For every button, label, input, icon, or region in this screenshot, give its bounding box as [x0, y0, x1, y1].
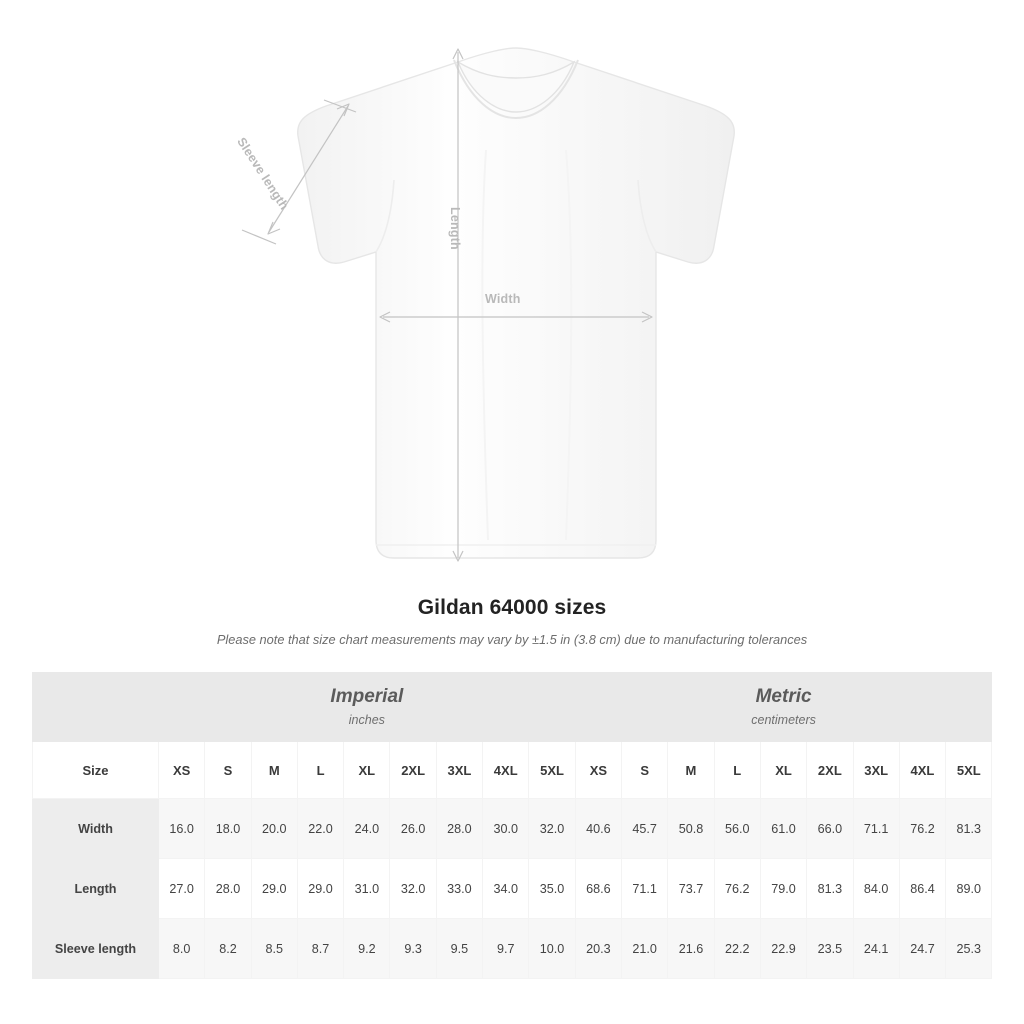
cell-width-imp-2: 20.0 [251, 799, 297, 859]
cell-width-met-5: 66.0 [807, 799, 853, 859]
cell-length-imp-6: 33.0 [436, 859, 482, 919]
cell-length-met-0: 68.6 [575, 859, 621, 919]
cell-length-imp-8: 35.0 [529, 859, 575, 919]
size-header-imp-3: L [297, 742, 343, 799]
table-row [33, 859, 992, 919]
cell-width-imp-3: 22.0 [297, 799, 343, 859]
chart-header [0, 596, 1024, 647]
cell-sleeve-imp-2: 8.5 [251, 919, 297, 979]
cell-sleeve-met-6: 24.1 [853, 919, 899, 979]
cell-width-met-3: 56.0 [714, 799, 760, 859]
cell-width-imp-6: 28.0 [436, 799, 482, 859]
unit-name-imperial: Imperial [330, 686, 404, 708]
unit-header-imperial [159, 673, 576, 742]
cell-width-met-7: 76.2 [899, 799, 945, 859]
annotation-sleeve-length: Sleeve length [234, 135, 292, 213]
cell-sleeve-imp-5: 9.3 [390, 919, 436, 979]
size-header-imp-1: S [205, 742, 251, 799]
table-row [33, 799, 992, 859]
size-header-imp-4: XL [344, 742, 390, 799]
cell-length-imp-3: 29.0 [297, 859, 343, 919]
unit-sub-metric: centimeters [751, 712, 816, 727]
page-title: Gildan 64000 sizes [417, 596, 607, 619]
unit-corner-cell [33, 673, 159, 742]
cell-width-imp-5: 26.0 [390, 799, 436, 859]
cell-sleeve-imp-7: 9.7 [483, 919, 529, 979]
cell-sleeve-met-5: 23.5 [807, 919, 853, 979]
row-label-width: Width [33, 799, 159, 859]
cell-width-imp-8: 32.0 [529, 799, 575, 859]
size-header-imp-5: 2XL [390, 742, 436, 799]
unit-name-metric: Metric [755, 686, 812, 708]
cell-length-met-1: 71.1 [622, 859, 668, 919]
cell-width-met-8: 81.3 [946, 799, 992, 859]
size-label-cell: Size [33, 742, 159, 799]
tolerance-note: Please note that size chart measurements may vary by ±1.5 in (3.8 cm) due to manufacturing tolerances [216, 632, 808, 647]
row-label-sleeve-length: Sleeve length [33, 919, 159, 979]
row-label-length: Length [33, 859, 159, 919]
cell-width-imp-1: 18.0 [205, 799, 251, 859]
cell-sleeve-imp-8: 10.0 [529, 919, 575, 979]
size-header-imp-6: 3XL [436, 742, 482, 799]
size-header-met-4: XL [760, 742, 806, 799]
size-header-met-3: L [714, 742, 760, 799]
cell-sleeve-imp-1: 8.2 [205, 919, 251, 979]
cell-length-met-4: 79.0 [760, 859, 806, 919]
cell-length-imp-7: 34.0 [483, 859, 529, 919]
annotation-width: Width [485, 292, 521, 306]
cell-width-met-1: 45.7 [622, 799, 668, 859]
cell-length-imp-5: 32.0 [390, 859, 436, 919]
size-table [32, 672, 992, 979]
unit-header-row [33, 673, 992, 742]
unit-sub-imperial: inches [348, 712, 385, 727]
annotation-length: Length [448, 207, 462, 250]
size-header-row [33, 742, 992, 799]
size-table-container [32, 672, 992, 979]
size-header-met-6: 3XL [853, 742, 899, 799]
cell-sleeve-imp-6: 9.5 [436, 919, 482, 979]
size-header-met-1: S [622, 742, 668, 799]
cell-length-met-7: 86.4 [899, 859, 945, 919]
size-header-imp-0: XS [159, 742, 205, 799]
cell-length-met-6: 84.0 [853, 859, 899, 919]
size-header-met-7: 4XL [899, 742, 945, 799]
cell-length-met-8: 89.0 [946, 859, 992, 919]
cell-sleeve-met-1: 21.0 [622, 919, 668, 979]
cell-sleeve-met-0: 20.3 [575, 919, 621, 979]
cell-sleeve-met-4: 22.9 [760, 919, 806, 979]
cell-width-met-2: 50.8 [668, 799, 714, 859]
cell-length-imp-4: 31.0 [344, 859, 390, 919]
cell-width-met-6: 71.1 [853, 799, 899, 859]
unit-header-metric [575, 673, 992, 742]
cell-sleeve-imp-3: 8.7 [297, 919, 343, 979]
cell-sleeve-imp-4: 9.2 [344, 919, 390, 979]
size-header-met-8: 5XL [946, 742, 992, 799]
cell-length-imp-2: 29.0 [251, 859, 297, 919]
cell-length-imp-0: 27.0 [159, 859, 205, 919]
cell-length-imp-1: 28.0 [205, 859, 251, 919]
cell-sleeve-imp-0: 8.0 [159, 919, 205, 979]
size-header-met-0: XS [575, 742, 621, 799]
cell-length-met-2: 73.7 [668, 859, 714, 919]
size-header-met-5: 2XL [807, 742, 853, 799]
size-header-imp-2: M [251, 742, 297, 799]
cell-sleeve-met-2: 21.6 [668, 919, 714, 979]
cell-sleeve-met-8: 25.3 [946, 919, 992, 979]
cell-sleeve-met-7: 24.7 [899, 919, 945, 979]
table-row [33, 919, 992, 979]
cell-length-met-3: 76.2 [714, 859, 760, 919]
cell-sleeve-met-3: 22.2 [714, 919, 760, 979]
cell-width-imp-0: 16.0 [159, 799, 205, 859]
size-header-imp-8: 5XL [529, 742, 575, 799]
cell-width-imp-7: 30.0 [483, 799, 529, 859]
cell-width-met-0: 40.6 [575, 799, 621, 859]
cell-length-met-5: 81.3 [807, 859, 853, 919]
size-header-met-2: M [668, 742, 714, 799]
cell-width-imp-4: 24.0 [344, 799, 390, 859]
size-header-imp-7: 4XL [483, 742, 529, 799]
cell-width-met-4: 61.0 [760, 799, 806, 859]
